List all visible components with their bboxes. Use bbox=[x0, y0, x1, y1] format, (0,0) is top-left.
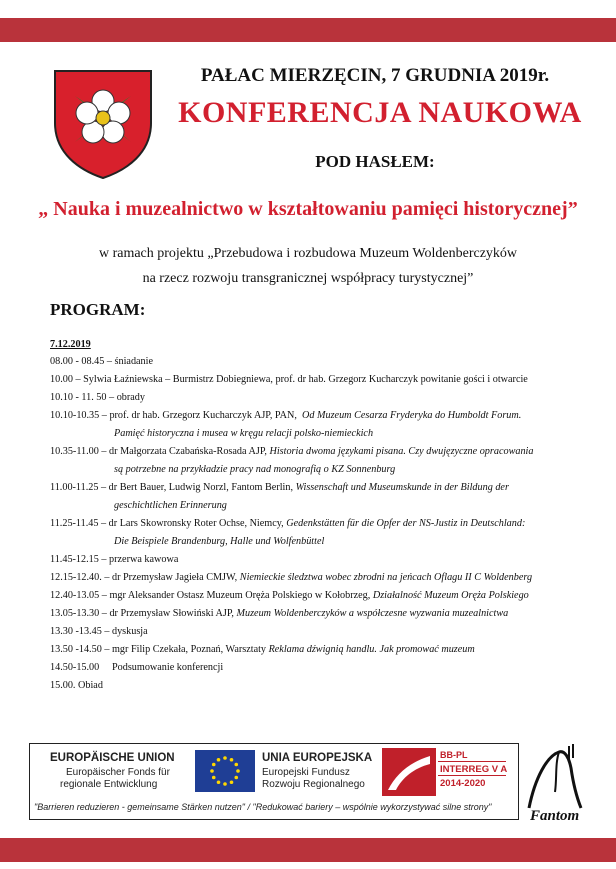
schedule-text: dr Bert Bauer, Ludwig Norzl, Fantom Berlin, bbox=[108, 482, 296, 493]
schedule-time: 12.40-13.05 – bbox=[50, 590, 110, 601]
program-schedule bbox=[50, 336, 602, 695]
top-decorative-bar bbox=[0, 18, 616, 42]
schedule-row bbox=[50, 623, 602, 641]
schedule-text: dr Przemysław Słowiński AJP, bbox=[109, 608, 237, 619]
schedule-text: Podsumowanie konferencji bbox=[111, 662, 224, 673]
schedule-title-continued: geschichtlichen Erinnerung bbox=[114, 500, 227, 511]
conference-title: KONFERENCJA NAUKOWA bbox=[178, 96, 582, 129]
schedule-title-continued: są potrzebne na przykładzie pracy nad monografią o KZ Sonnenburg bbox=[114, 464, 396, 475]
schedule-row bbox=[50, 659, 602, 677]
interreg-logo-icon bbox=[382, 748, 436, 796]
program-date: 7.12.2019 bbox=[50, 339, 91, 350]
schedule-time: 10.00 – bbox=[50, 374, 84, 385]
schedule-title: Historia dwoma językami pisana. Czy dwujęzyczne opracowania bbox=[269, 446, 534, 457]
schedule-title: Działalność Muzeum Oręża Polskiego bbox=[372, 590, 529, 601]
eu-de-subtitle-2: regionale Entwicklung bbox=[60, 779, 158, 790]
schedule-time: 11.25-11.45 – bbox=[50, 518, 109, 529]
schedule-text: obrady bbox=[116, 392, 145, 403]
schedule-title: Od Muzeum Cesarza Fryderyka do Humboldt Forum. bbox=[302, 410, 522, 421]
schedule-text: dr Lars Skowronsky Roter Ochse, Niemcy, bbox=[108, 518, 287, 529]
schedule-title-continued: Die Beispiele Brandenburg, Halle und Wolfenbüttel bbox=[114, 536, 325, 547]
schedule-row bbox=[50, 479, 602, 497]
schedule-text: dyskusja bbox=[111, 626, 148, 637]
eu-pl-subtitle-2: Rozwoju Regionalnego bbox=[262, 779, 365, 790]
schedule-row bbox=[50, 443, 602, 461]
coat-of-arms-icon bbox=[52, 68, 154, 180]
program-heading: PROGRAM: bbox=[50, 300, 146, 319]
schedule-row bbox=[50, 677, 602, 695]
schedule-title: Muzeum Woldenberczyków a współczesne wyzwania muzealnictwa bbox=[236, 608, 509, 619]
eu-pl-subtitle-1: Europejski Fundusz bbox=[262, 767, 350, 778]
schedule-text: dr Przemysław Jagieła CMJW, bbox=[111, 572, 240, 583]
schedule-row bbox=[50, 587, 602, 605]
schedule-time: 10.10 - 11. 50 – bbox=[50, 392, 117, 403]
schedule-time: 11.45-12.15 – bbox=[50, 554, 110, 565]
schedule-title: Gedenkstätten für die Opfer der NS-Justiz in Deutschland: bbox=[286, 518, 526, 529]
schedule-row bbox=[50, 353, 602, 371]
interreg-divider bbox=[438, 775, 506, 776]
schedule-text: prof. dr hab. Grzegorz Kucharczyk AJP, PAN, bbox=[109, 410, 303, 421]
schedule-row bbox=[50, 605, 602, 623]
schedule-row bbox=[50, 389, 602, 407]
fantom-logo-label: Fantom bbox=[530, 808, 580, 824]
schedule-row bbox=[50, 569, 602, 587]
schedule-row bbox=[50, 371, 602, 389]
schedule-time: 15.00. bbox=[50, 680, 79, 691]
eu-de-subtitle-1: Europäischer Fonds für bbox=[66, 767, 170, 778]
interreg-divider bbox=[438, 761, 506, 762]
schedule-title: Niemieckie śledztwa wobec zbrodni na jeńcach Oflagu II C Woldenberg bbox=[239, 572, 533, 583]
schedule-time: 13.05-13.30 – bbox=[50, 608, 110, 619]
schedule-text: mgr Filip Czekała, Poznań, Warsztaty bbox=[111, 644, 269, 655]
eu-flag-icon bbox=[195, 750, 255, 792]
interreg-program: INTERREG V A bbox=[440, 764, 508, 775]
conference-motto: „ Nauka i muzealnictwo w kształtowaniu pamięci historycznej” bbox=[38, 198, 578, 220]
schedule-time: 08.00 - 08.45 – bbox=[50, 356, 115, 367]
motto-label: POD HASŁEM: bbox=[315, 152, 435, 171]
project-line-2: na rzecz rozwoju transgranicznej współpracy turystycznej” bbox=[142, 271, 474, 286]
event-date-location: PAŁAC MIERZĘCIN, 7 GRUDNIA 2019r. bbox=[200, 65, 550, 86]
schedule-time: 10.35-11.00 – bbox=[50, 446, 110, 457]
bottom-decorative-bar bbox=[0, 838, 616, 862]
eu-de-title: EUROPÄISCHE UNION bbox=[50, 752, 175, 764]
schedule-row bbox=[50, 407, 602, 425]
schedule-row bbox=[50, 551, 602, 569]
eu-pl-title: UNIA EUROPEJSKA bbox=[262, 752, 373, 764]
schedule-time: 12.15-12.40. – bbox=[50, 572, 112, 583]
schedule-title: Wissenschaft und Museumskunde in der Bildung der bbox=[295, 482, 509, 493]
schedule-time: 13.30 -13.45 – bbox=[50, 626, 112, 637]
schedule-time: 11.00-11.25 – bbox=[50, 482, 109, 493]
schedule-row bbox=[50, 515, 602, 533]
interreg-period: 2014-2020 bbox=[440, 778, 486, 789]
schedule-time: 10.10-10.35 – bbox=[50, 410, 110, 421]
schedule-time: 14.50-15.00 bbox=[50, 662, 112, 673]
schedule-text: przerwa kawowa bbox=[109, 554, 179, 565]
schedule-text: mgr Aleksander Ostasz Muzeum Oręża Polskiego w Kołobrzeg, bbox=[109, 590, 373, 601]
schedule-text: dr Małgorzata Czabańska-Rosada AJP, bbox=[109, 446, 270, 457]
schedule-time: 13.50 -14.50 – bbox=[50, 644, 112, 655]
funding-logos-box bbox=[29, 743, 519, 820]
program-slogan: "Barrieren reduzieren - gemeinsame Stärken nutzen" / "Redukować bariery – wspólnie wykorzystywać silne strony" bbox=[34, 802, 492, 812]
schedule-title: Reklama dźwignią handlu. Jak promować muzeum bbox=[268, 644, 475, 655]
schedule-row bbox=[50, 641, 602, 659]
schedule-text: Obiad bbox=[78, 680, 103, 691]
schedule-text: śniadanie bbox=[114, 356, 154, 367]
interreg-region: BB-PL bbox=[440, 750, 468, 760]
schedule-title-continued: Pamięć historyczna i musea w kręgu relacji polsko-niemieckich bbox=[114, 428, 374, 439]
project-line-1: w ramach projektu „Przebudowa i rozbudowa Muzeum Woldenberczyków bbox=[98, 246, 518, 261]
schedule-text: Sylwia Łaźniewska – Burmistrz Dobiegniewa, prof. dr hab. Grzegorz Kucharczyk powitanie gości i otwarcie bbox=[83, 374, 528, 385]
